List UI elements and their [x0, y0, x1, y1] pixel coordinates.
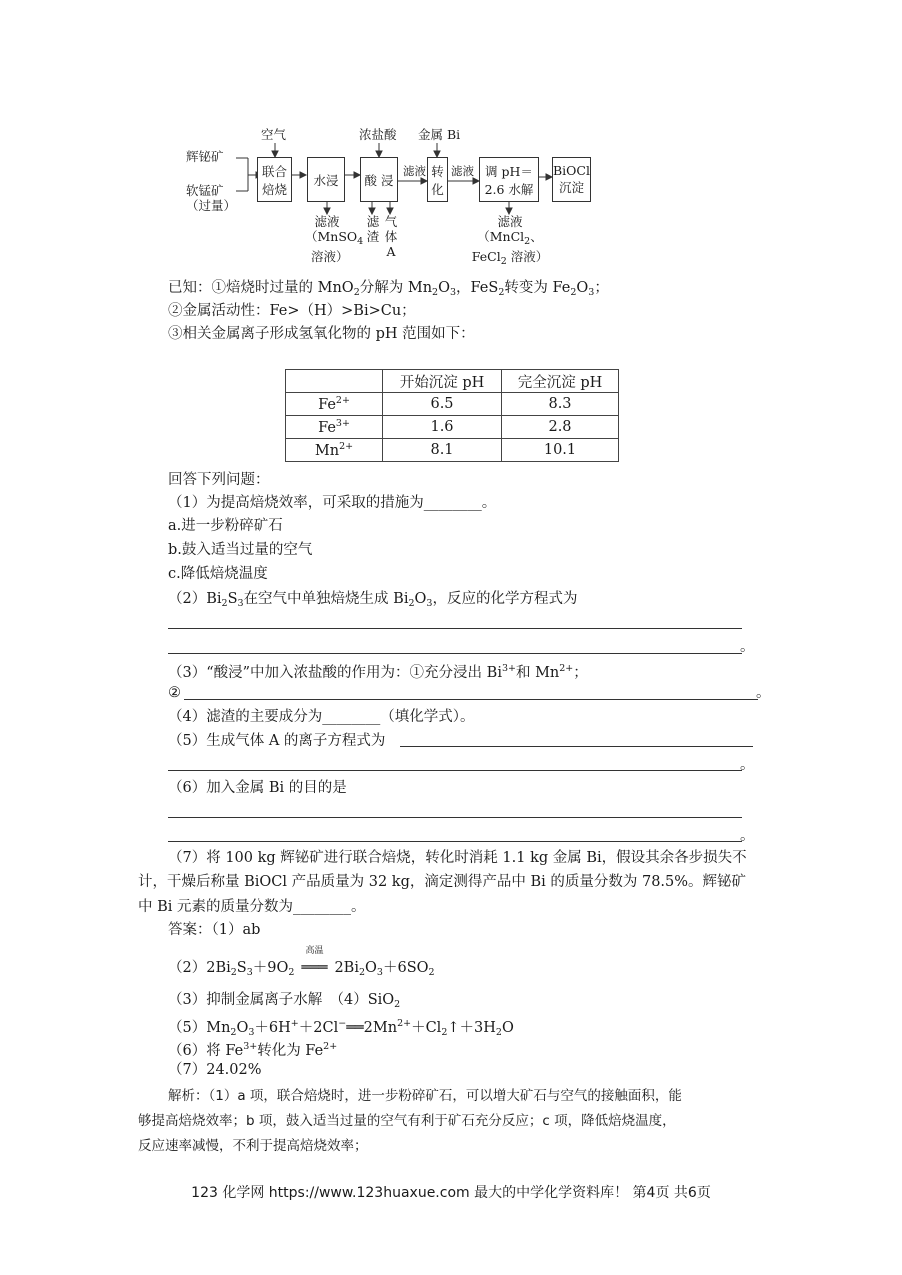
- sentence-period: 。: [756, 685, 771, 701]
- answer-5-equation: $(5)Mn_2O_3+6H^++2Cl^-══2Mn^{2+}+Cl_2↑+3H_2O$: [168, 1018, 514, 1038]
- hydrolysis-line2: 2.6 水解: [484, 181, 534, 197]
- question-7-line-3: 中 Bi 元素的质量分数为________。: [138, 899, 366, 915]
- filtrate2-line1: 滤液: [497, 214, 523, 229]
- start-ph-cell: 8.1: [383, 439, 502, 462]
- gas-line1: 气: [384, 214, 398, 229]
- question-1-option-b: b.鼓入适当过量的空气: [168, 542, 313, 558]
- answer-3-4: （3）抑制金属离子水解 （4）SiO$_2$: [168, 992, 401, 1010]
- table-header-cell: [286, 370, 383, 393]
- residue-line2: 渣: [366, 229, 380, 244]
- hydrolysis-box: [479, 157, 539, 202]
- feed-ore-pyrolusite: 软锰矿: [186, 183, 224, 198]
- convert-line2: 化: [431, 181, 444, 197]
- product-box: [552, 157, 591, 202]
- convert-step-box: [427, 157, 448, 202]
- filtrate-label-1: 滤液: [403, 164, 426, 178]
- question-1-option-c: c.降低焙烧温度: [168, 566, 268, 582]
- start-ph-cell: 6.5: [383, 393, 502, 416]
- table-row: [286, 439, 619, 462]
- roast-step-box: [257, 157, 292, 202]
- question-1-option-a: a.进一步粉碎矿石: [168, 518, 283, 534]
- analysis-line-2: 够提高焙烧效率；b 项，鼓入适当过量的空气有利于矿石充分反应；c 项，降低焙烧温度，: [138, 1113, 676, 1129]
- known-line-3: ③相关金属离子形成氢氧化物的 pH 范围如下：: [168, 326, 475, 342]
- answer-blank-line: [168, 653, 742, 654]
- feed-excess-note: （过量）: [186, 198, 237, 213]
- answer-7: （7）24.02%: [168, 1062, 262, 1078]
- known-line-1: 已知：①焙烧时过量的 MnO$_2$分解为 $Mn_2O_3$，FeS$_2$转变为 $Fe_2O_3$；: [168, 280, 609, 298]
- product-line2: 沉淀: [558, 180, 584, 195]
- table-header-row: [286, 370, 619, 393]
- residue-line1: 滤: [366, 214, 380, 229]
- reaction-condition: 高温: [305, 946, 324, 956]
- question-1: （1）为提高焙烧效率，可采取的措施为________。: [168, 495, 497, 511]
- feed-ore-bismuthinite: 辉铋矿: [186, 149, 224, 164]
- answer-blank-line: [400, 746, 753, 747]
- filtrate-mnso4-output: [305, 214, 364, 264]
- known-line-2: ②金属活动性：Fe>（H）>Bi>Cu；: [168, 303, 416, 319]
- filtrate2-line2: （MnCl$_2$、: [477, 229, 543, 247]
- table-header-cell: 完全沉淀 pH: [502, 370, 619, 393]
- filtrate2-line3: FeCl$_2$ 溶液）: [471, 249, 549, 267]
- question-7-line-2: 计，干燥后称量 BiOCl 产品质量为 32 kg，滴定测得产品中 Bi 的质量分数为 78.5%。辉铋矿: [138, 874, 747, 890]
- residue-output: [366, 214, 380, 244]
- complete-ph-cell: 2.8: [502, 416, 619, 439]
- analysis-line-3: 反应速率减慢，不利于提高焙烧效率；: [138, 1138, 368, 1154]
- question-6: （6）加入金属 Bi 的目的是: [168, 780, 347, 796]
- answer-blank-line: [168, 770, 742, 771]
- gas-line3: A: [386, 244, 396, 259]
- answer-6: （6）将 $Fe^{3+}$转化为 $Fe^{2+}$: [168, 1041, 338, 1059]
- analysis-line-1: 解析：（1）a 项，联合焙烧时，进一步粉碎矿石，可以增大矿石与空气的接触面积，能: [168, 1088, 682, 1104]
- answer-1: 答案：（1）ab: [168, 922, 261, 938]
- sentence-period: 。: [740, 757, 755, 773]
- ph-range-table: [285, 369, 619, 462]
- filtrate-mncl2-output: [470, 214, 550, 269]
- hydrolysis-line1: 调 pH＝: [485, 163, 533, 179]
- ion-cell: $Fe^{2+}$: [286, 393, 383, 416]
- product-line1: BiOCl: [553, 163, 590, 178]
- question-3: （3）“酸浸”中加入浓盐酸的作用为：①充分浸出 $Bi^{3+}$和 $Mn^{2+}$；: [168, 663, 588, 681]
- filtrate1-line2: （MnSO$_4$: [305, 229, 364, 247]
- question-5: （5）生成气体 A 的离子方程式为: [168, 733, 386, 749]
- sentence-period: 。: [740, 828, 755, 844]
- complete-ph-cell: 8.3: [502, 393, 619, 416]
- filtrate1-line3: 溶液）: [311, 249, 349, 264]
- acid-leach-box: 酸 浸: [360, 157, 398, 202]
- answer-blank-line: [168, 628, 742, 629]
- sentence-period: 。: [740, 639, 755, 655]
- filtrate1-line1: 滤液: [314, 214, 340, 229]
- answer-2-equation: $(2)2Bi_2S_3+9O_2$ 高温 ═══ $2Bi_2O_3+6SO_2$: [168, 946, 435, 978]
- answer-blank-line: [184, 699, 758, 700]
- ion-cell: $Mn^{2+}$: [286, 439, 383, 462]
- start-ph-cell: 1.6: [383, 416, 502, 439]
- air-input-label: 空气: [261, 127, 287, 142]
- complete-ph-cell: 10.1: [502, 439, 619, 462]
- page-footer: 123 化学网 https://www.123huaxue.com 最大的中学化学资料库！ 第4页 共6页: [191, 1185, 711, 1201]
- table-header-cell: 开始沉淀 pH: [383, 370, 502, 393]
- gas-line2: 体: [384, 229, 398, 244]
- answer-blank-line: [168, 817, 742, 818]
- question-3-part-2-label: ②: [168, 685, 181, 701]
- question-4: （4）滤渣的主要成分为________（填化学式）。: [168, 709, 475, 725]
- table-row: [286, 416, 619, 439]
- conc-hcl-label: 浓盐酸: [359, 127, 397, 142]
- filtrate-label-2: 滤液: [451, 164, 474, 178]
- roast-step-line2: 焙烧: [261, 181, 287, 197]
- table-row: [286, 393, 619, 416]
- roast-step-line1: 联合: [261, 163, 287, 179]
- ion-cell: $Fe^{3+}$: [286, 416, 383, 439]
- question-2: $(2)Bi_2S_3$在空气中单独焙烧生成 $Bi_2O_3$，反应的化学方程式为: [168, 591, 578, 609]
- water-leach-box: 水浸: [307, 157, 345, 202]
- convert-line1: 转: [431, 163, 444, 179]
- gas-a-output: [384, 214, 398, 259]
- metal-bi-label: 金属 Bi: [418, 127, 461, 142]
- answer-blank-line: [168, 841, 742, 842]
- questions-intro: 回答下列问题：: [168, 472, 270, 488]
- question-7-line-1: （7）将 100 kg 辉铋矿进行联合焙烧，转化时消耗 1.1 kg 金属 Bi，假设其余各步损失不: [168, 850, 747, 866]
